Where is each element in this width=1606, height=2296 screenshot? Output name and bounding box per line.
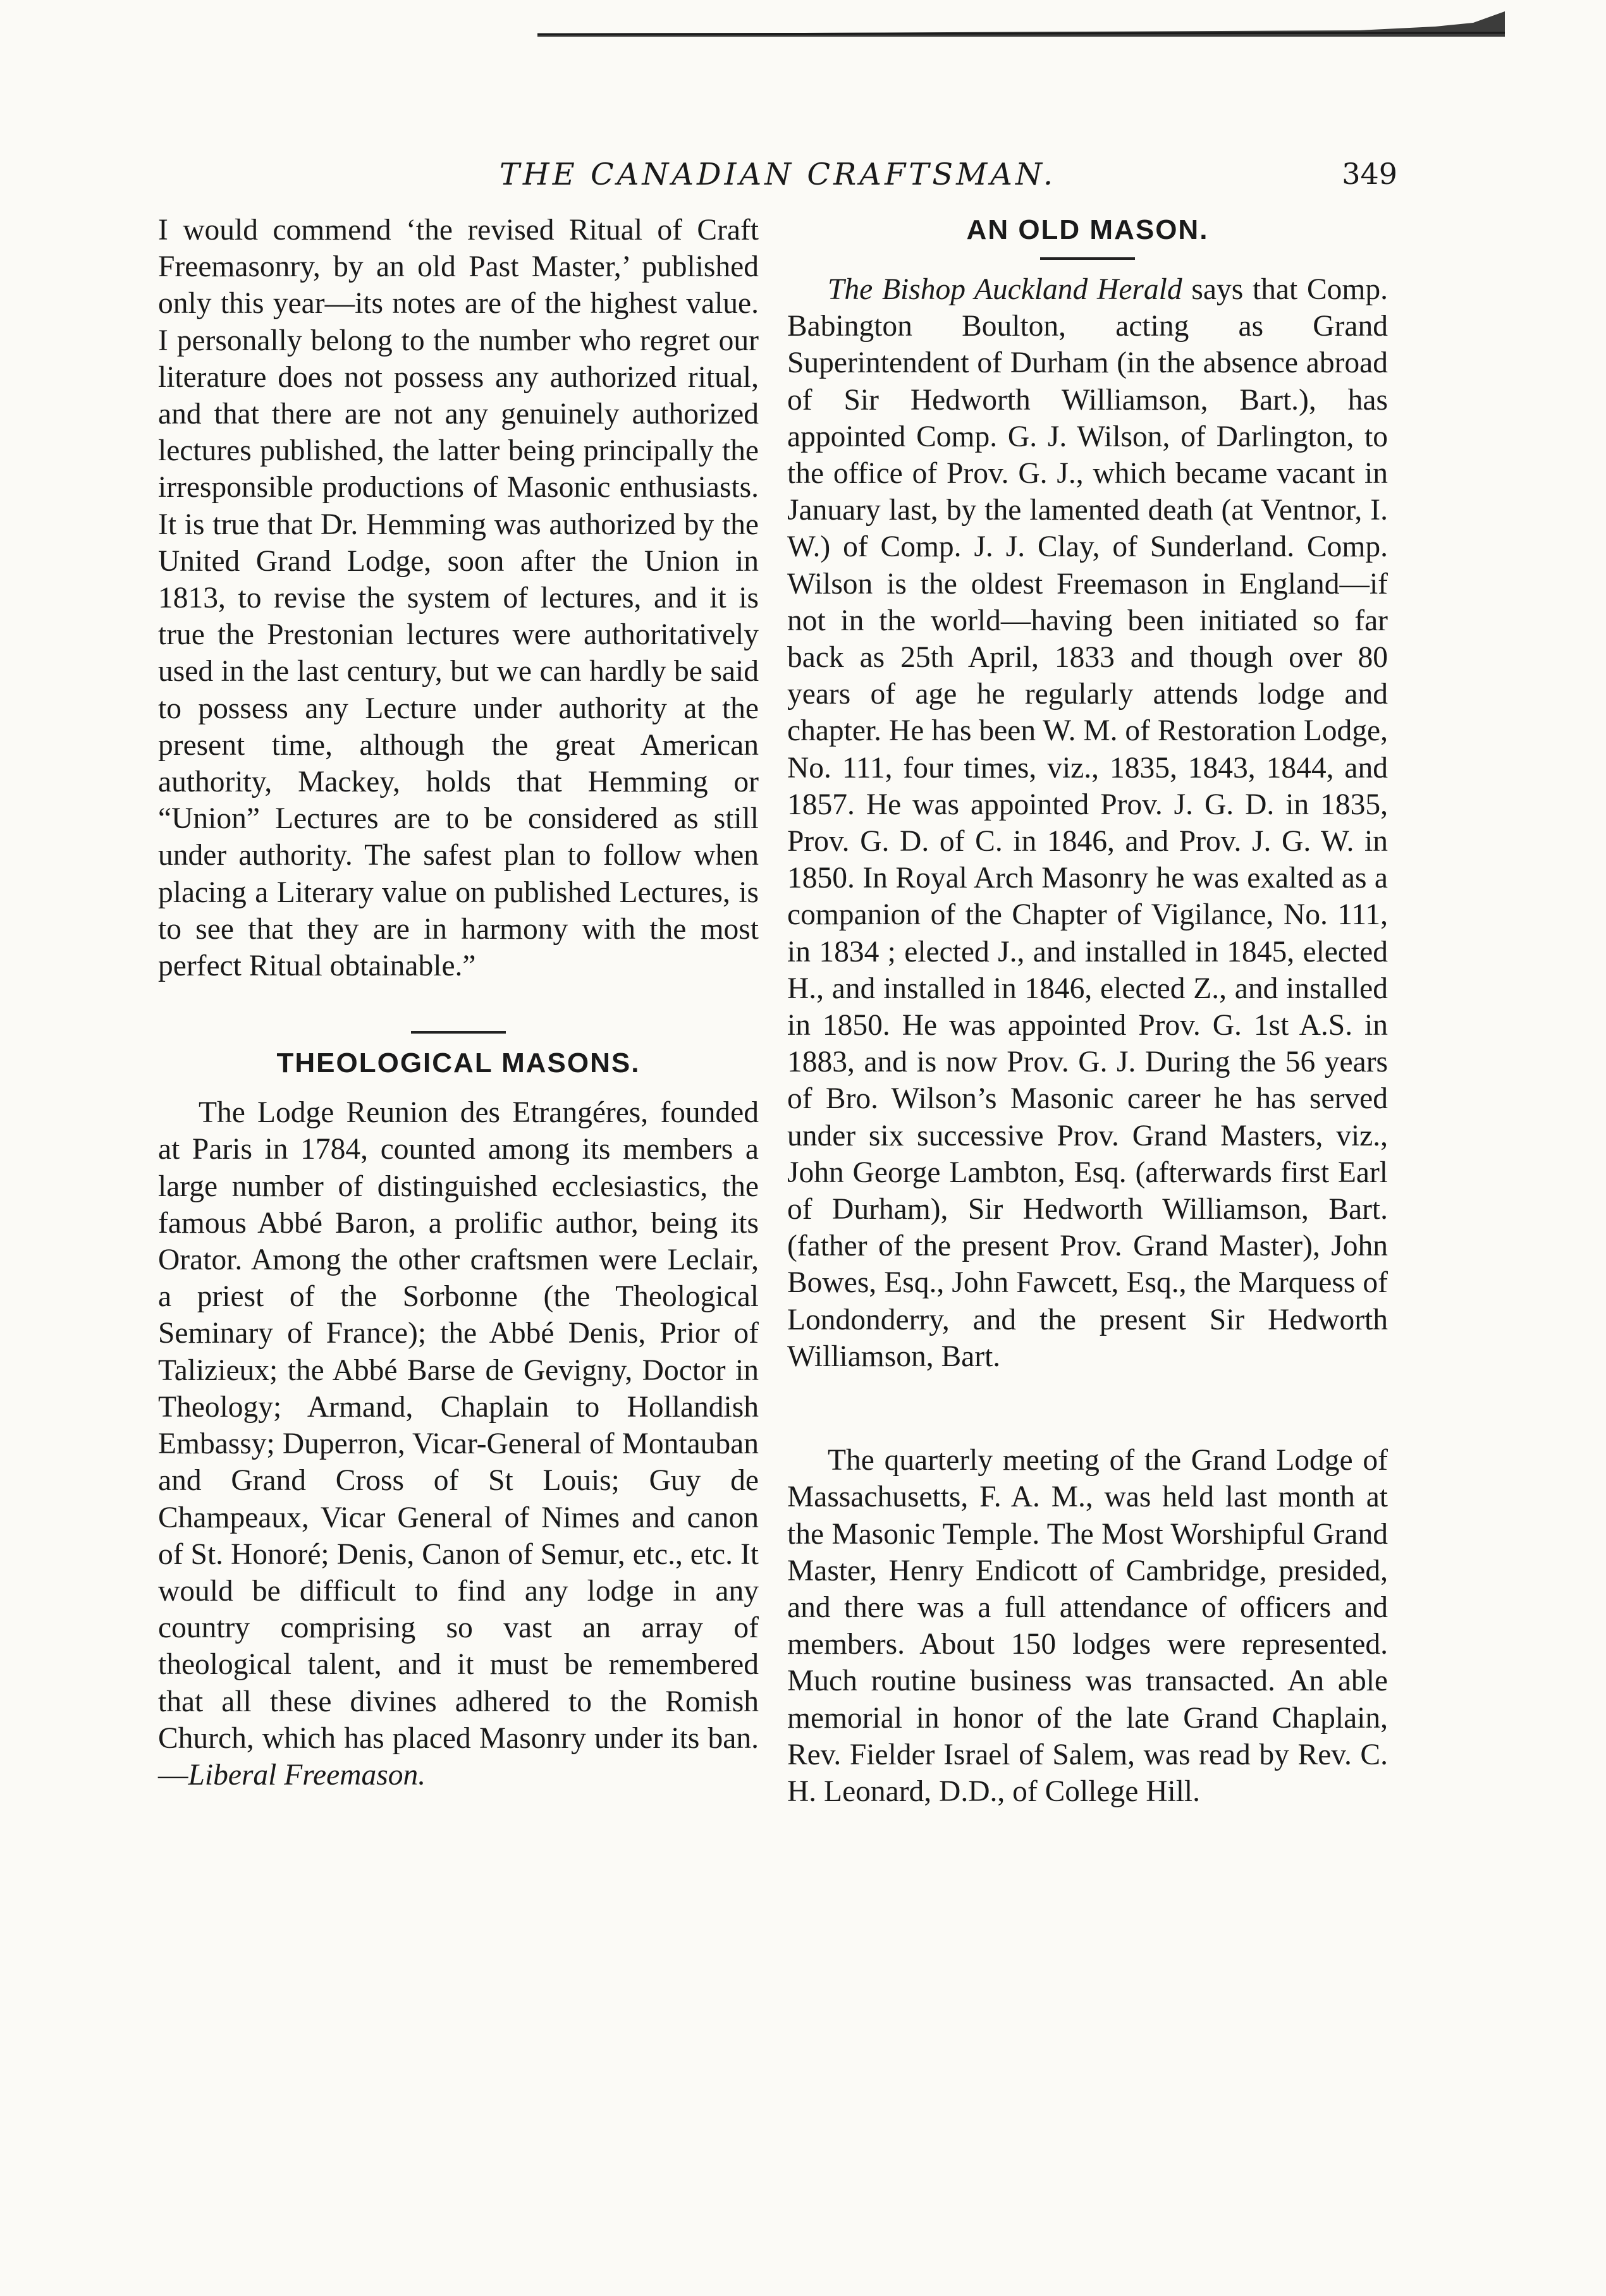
- section-rule: [1040, 257, 1135, 260]
- grand-lodge-paragraph: The quarterly meeting of the Grand Lodge of Massachusetts, F. A. M., was held last month at the Masonic Temple. The Most Worshipful Grand Master, Henry Endicott of Cambridge, presided, and there was a full attendance of officers and members. About 150 lodges were represented. Much routine business was transacted. An able memorial in honor of the late Grand Chaplain, Rev. Fielder Israel of Salem, was read by Rev. C. H. Leonard, D.D., of College Hill.: [787, 1444, 1388, 1808]
- theological-masons-source: Liberal Freemason.: [188, 1758, 426, 1792]
- section-rule: [411, 1031, 506, 1034]
- page-header: [158, 157, 1397, 201]
- left-column: [158, 212, 759, 1793]
- theological-masons-body: [158, 1094, 759, 1793]
- spacer: [787, 1375, 1388, 1442]
- old-mason-source: The Bishop Auckland Herald: [828, 273, 1182, 306]
- theological-masons-heading: THEOLOGICAL MASONS.: [276, 1047, 641, 1079]
- intro-paragraph: I would commend ‘the revised Ritual of Craft Freemasonry, by an old Past Master,’ published only this year—its notes are of the highest value. I personally belong to the number who regret our literature does not possess any authorized ritual, and that there are not any genuinely authorized lectures published, the latter being principally the irresponsible productions of Masonic enthusiasts. It is true that Dr. Hemming was authorized by the United Grand Lodge, soon after the Union in 1813, to revise the system of lectures, and it is true the Prestonian lectures were authoritatively used in the last century, but we can hardly be said to possess any Lecture under authority at the present time, although the great American authority, Mackey, holds that Hemming or “Union” Lectures are to be considered as still under authority. The safest plan to follow when placing a Literary value on published Lectures, is to see that they are in harmony with the most perfect Ritual obtainable.”: [158, 214, 759, 983]
- page-number: 349: [1342, 157, 1397, 191]
- theological-masons-text: The Lodge Reunion des Etrangéres, founded at Paris in 1784, counted among its members a large number of distinguished ecclesiastics, the famous Abbé Baron, a prolific author, being its Orator. Among the other craftsmen were Leclair, a priest of the Sorbonne (the Theological Seminary of France); the Abbé Denis, Prior of Talizieux; the Abbé Barse de Gevigny, Doctor in Theology; Armand, Chaplain to Hollandish Embassy; Duperron, Vicar-General of Montauban and Grand Cross of St Louis; Guy de Champeaux, Vicar General of Nimes and canon of St. Honoré; Denis, Canon of Semur, etc., etc. It would be difficult to find any lodge in any country comprising so vast an array of theological talent, and it must be remembered that all these divines adhered to the Romish Church, which has placed Masonry under its ban.—: [158, 1096, 759, 1792]
- right-column: [787, 212, 1388, 1810]
- old-mason-text: says that Comp. Babington Boulton, acting as Grand Superintendent of Durham (in the absence abroad of Sir Hedworth Williamson, Bart.), has appointed Comp. G. J. Wilson, of Darlington, to the office of Prov. G. J., which became vacant in January last, by the lamented death (at Ventnor, I. W.) of Comp. J. J. Clay, of Sunderland. Comp. Wilson is the oldest Freemason in England—if not in the world—having been initiated so far back as 25th April, 1833 and though over 80 years of age he regularly attends lodge and chapter. He has been W. M. of Restoration Lodge, No. 111, four times, viz., 1835, 1843, 1844, and 1857. He was appointed Prov. J. G. D. in 1835, Prov. G. D. of C. in 1846, and Prov. J. G. W. in 1850. In Royal Arch Masonry he was exalted as a companion of the Chapter of Vigilance, No. 111, in 1834 ; elected J., and installed in 1845, elected H., and installed in 1846, elected Z., and installed in 1850. He was appointed Prov. G. 1st A.S. in 1883, and is now Prov. G. J. During the 56 years of Bro. Wilson’s Masonic career he has served under six successive Prov. Grand Masters, viz., John George Lambton, Esq. (afterwards first Earl of Durham), Sir Hedworth Williamson, Bart. (father of the present Prov. Grand Master), John Bowes, Esq., John Fawcett, Esq., the Marquess of Londonderry, and the present Sir Hedworth Williamson, Bart.: [787, 273, 1388, 1373]
- old-mason-heading: AN OLD MASON.: [966, 214, 1209, 245]
- old-mason-body: [787, 271, 1388, 1375]
- spacer: [158, 1082, 759, 1094]
- spacer: [158, 984, 759, 1022]
- top-print-rule: [537, 11, 1505, 37]
- running-title: THE CANADIAN CRAFTSMAN.: [499, 157, 1057, 192]
